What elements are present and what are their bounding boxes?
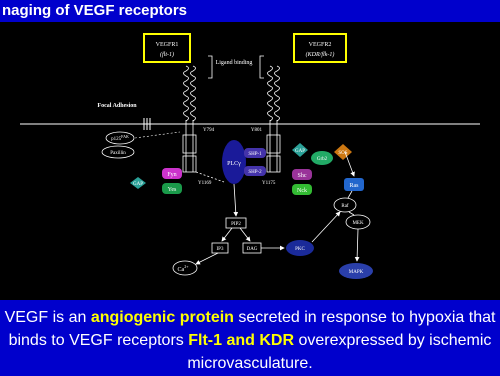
vegfr2-box (294, 34, 346, 62)
vegfr2-name: VEGFR2 (308, 42, 332, 48)
fak-label: $p125^{FAK}$ (111, 134, 129, 142)
vegfr1-name: VEGFR1 (155, 42, 179, 48)
pkc-label: PKC (295, 247, 305, 252)
vegfr2-kinase-domain (267, 120, 280, 172)
calcium-label: $Ca^{2+}$ (177, 264, 189, 273)
ligand-binding-label: Ligand binding (215, 60, 253, 66)
gap2-label: GAP (294, 149, 306, 154)
vegfr1-alias: (flt-1) (160, 52, 174, 58)
raf-label: Raf (341, 204, 349, 209)
yes-label: Yes (167, 187, 177, 193)
highlight-angiogenic: angiogenic protein (90, 309, 234, 326)
paxillin-label: Paxillin (110, 151, 126, 156)
fyn-label: Fyn (167, 172, 177, 178)
y1169-label: Y1169 (198, 181, 212, 186)
shc-label: Shc (297, 173, 307, 179)
y801-label: Y801 (250, 128, 262, 133)
vegfr1-ig-domains (184, 66, 196, 121)
shp1-label: SHP-1 (248, 152, 262, 157)
pip2-label: PIP2 (231, 222, 241, 227)
nck-label: Nck (297, 188, 307, 194)
y1175-label: Y1175 (262, 181, 276, 186)
mek-label: MEK (352, 221, 364, 226)
vegfr2-alias: (KDR/flk-1) (305, 52, 335, 58)
dag-label: DAG (246, 247, 258, 252)
mapk-label: MAPK (348, 270, 364, 275)
ip3-label: IP3 (216, 247, 224, 252)
gap1-label: GAP (132, 182, 144, 187)
grb2-label: Grb2 (316, 157, 328, 162)
y794-label: Y794 (203, 128, 215, 133)
slide-title: naging of VEGF receptors (0, 0, 500, 22)
vegfr1-kinase-domain (183, 120, 196, 172)
focal-adhesion-label: Focal Adhesion (97, 103, 137, 109)
plcg-label: PLCγ (227, 161, 241, 167)
caption-text: VEGF is an angiogenic protein secreted in response to hypoxia that binds to VEGF receptors Flt-1 and KDR overexpressed by ischemic microvasculature. (0, 300, 500, 376)
vegfr1-box (144, 34, 190, 62)
highlight-receptors: Flt-1 and KDR (188, 332, 294, 349)
sos-label: SOS (338, 151, 348, 156)
vegfr2-ig-domains (268, 66, 280, 121)
shp2-label: SHP-2 (248, 170, 262, 175)
vegf-signaling-diagram (0, 22, 500, 300)
ras-label: Ras (349, 183, 359, 189)
